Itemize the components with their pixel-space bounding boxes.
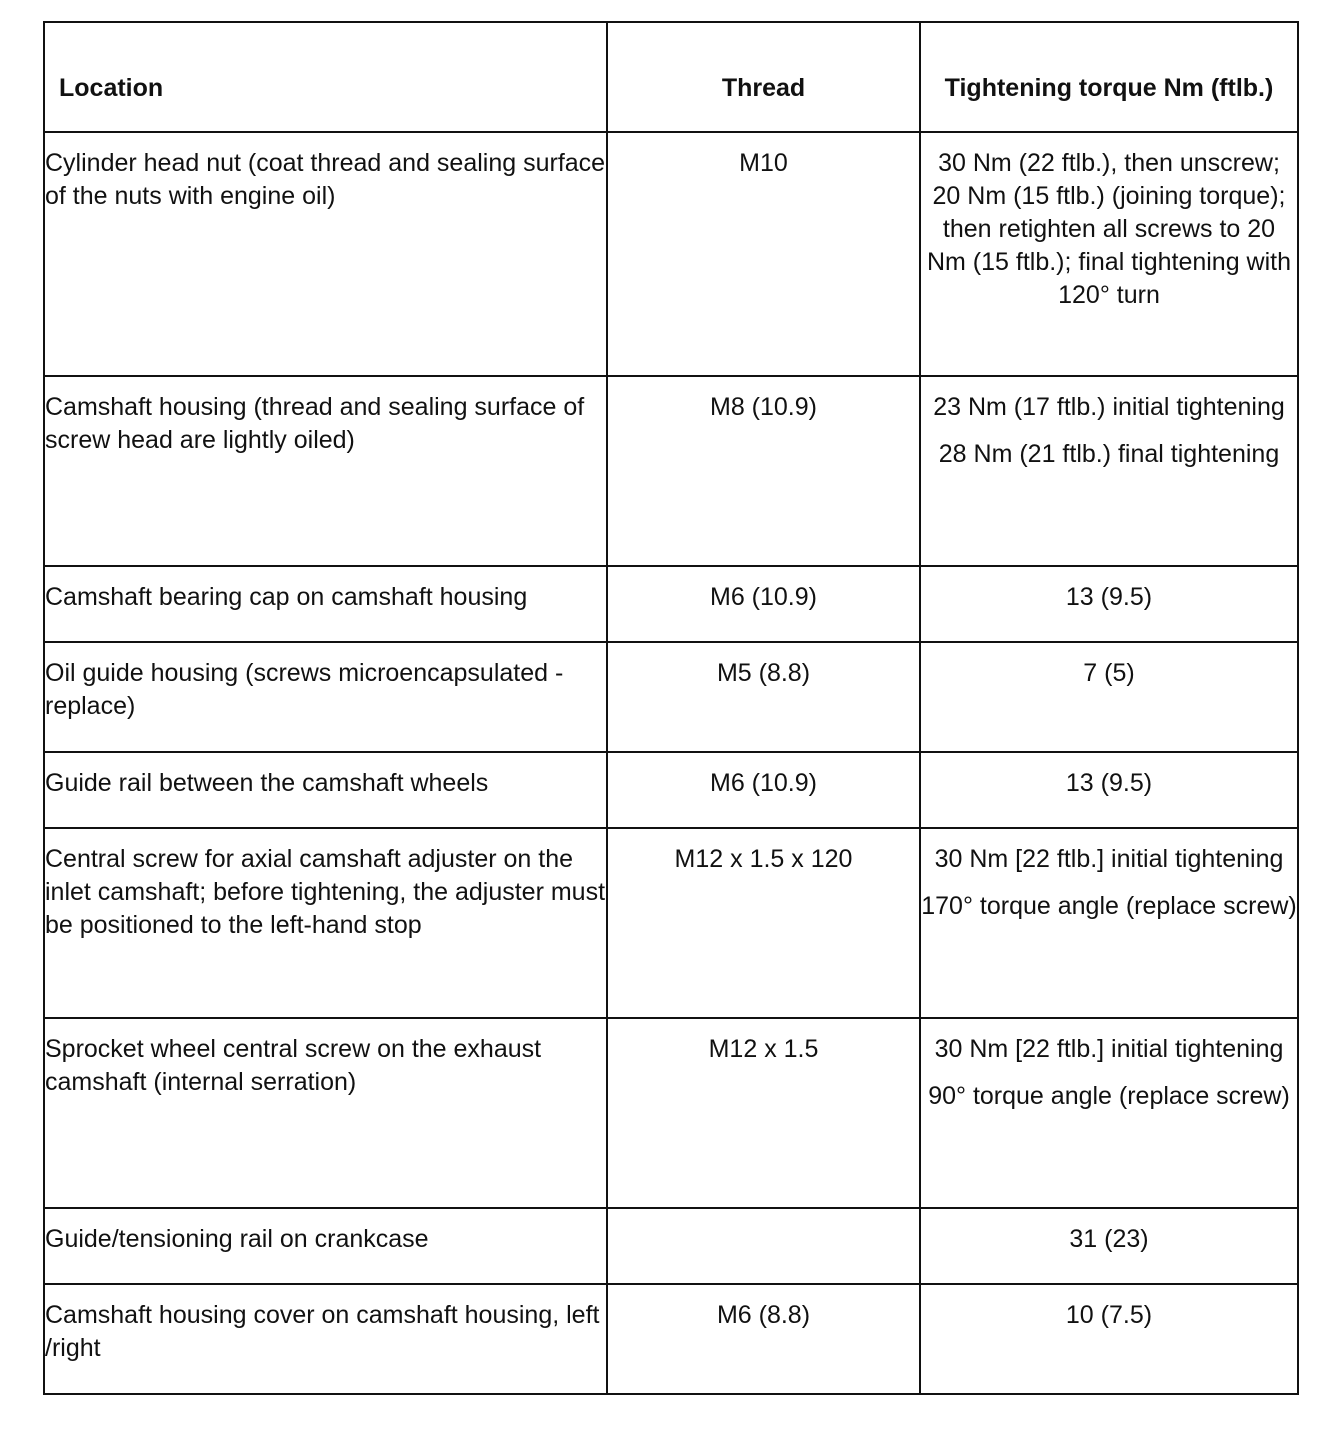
cell-torque — [920, 1284, 1298, 1394]
table-row — [44, 642, 1298, 752]
header-row — [44, 22, 1298, 132]
cell-thread: M12 x 1.5 — [607, 1018, 920, 1208]
torque-line: 7 (5) — [1083, 659, 1135, 687]
header-location: Location — [44, 22, 607, 132]
cell-torque — [920, 132, 1298, 376]
cell-thread: M6 (10.9) — [607, 752, 920, 828]
header-torque: Tightening torque Nm (ftlb.) — [920, 22, 1298, 132]
cell-thread — [607, 1208, 920, 1284]
cell-thread: M6 (10.9) — [607, 566, 920, 642]
table-row — [44, 1208, 1298, 1284]
torque-line: 28 Nm (21 ftlb.) final tightening — [938, 440, 1280, 468]
cell-location: Sprocket wheel central screw on the exhaust camshaft (internal serration) — [44, 1018, 607, 1208]
cell-torque — [920, 828, 1298, 1018]
table-row — [44, 566, 1298, 642]
torque-line: 90° torque angle (replace screw) — [928, 1082, 1290, 1110]
torque-spec-table — [43, 21, 1299, 1395]
cell-torque — [920, 642, 1298, 752]
table-row — [44, 828, 1298, 1018]
cell-torque — [920, 1018, 1298, 1208]
torque-line: 13 (9.5) — [1065, 583, 1153, 611]
cell-location: Oil guide housing (screws microencapsulated - replace) — [44, 642, 607, 752]
table-header — [44, 22, 1298, 132]
cell-location: Camshaft housing cover on camshaft housing, left /right — [44, 1284, 607, 1394]
torque-line: 31 (23) — [1069, 1225, 1149, 1253]
torque-line: 30 Nm (22 ftlb.), then unscrew; 20 Nm (15 ftlb.) (joining torque); then retighten all screws to 20 Nm (15 ftlb.); final tightening with 120° turn — [926, 149, 1292, 309]
header-thread: Thread — [607, 22, 920, 132]
cell-thread: M6 (8.8) — [607, 1284, 920, 1394]
cell-location: Cylinder head nut (coat thread and sealing surface of the nuts with engine oil) — [44, 132, 607, 376]
table-row — [44, 1284, 1298, 1394]
cell-torque — [920, 376, 1298, 566]
cell-location: Guide rail between the camshaft wheels — [44, 752, 607, 828]
cell-thread: M12 x 1.5 x 120 — [607, 828, 920, 1018]
cell-thread: M5 (8.8) — [607, 642, 920, 752]
cell-location: Camshaft housing (thread and sealing surface of screw head are lightly oiled) — [44, 376, 607, 566]
table-row — [44, 1018, 1298, 1208]
torque-line: 30 Nm [22 ftlb.] initial tightening — [934, 845, 1284, 873]
table-body — [44, 132, 1298, 1394]
torque-line: 30 Nm [22 ftlb.] initial tightening — [934, 1035, 1284, 1063]
cell-thread: M8 (10.9) — [607, 376, 920, 566]
cell-thread: M10 — [607, 132, 920, 376]
table-row — [44, 752, 1298, 828]
cell-location: Camshaft bearing cap on camshaft housing — [44, 566, 607, 642]
table-row — [44, 376, 1298, 566]
torque-line: 10 (7.5) — [1065, 1301, 1153, 1329]
cell-torque — [920, 1208, 1298, 1284]
cell-location: Guide/tensioning rail on crankcase — [44, 1208, 607, 1284]
torque-line: 170° torque angle (replace screw) — [921, 892, 1297, 920]
cell-location: Central screw for axial camshaft adjuster on the inlet camshaft; before tightening, the adjuster must be positioned to the left-hand stop — [44, 828, 607, 1018]
torque-line: 23 Nm (17 ftlb.) initial tightening — [933, 393, 1285, 421]
torque-line: 13 (9.5) — [1065, 769, 1153, 797]
cell-torque — [920, 566, 1298, 642]
cell-torque — [920, 752, 1298, 828]
table-row — [44, 132, 1298, 376]
